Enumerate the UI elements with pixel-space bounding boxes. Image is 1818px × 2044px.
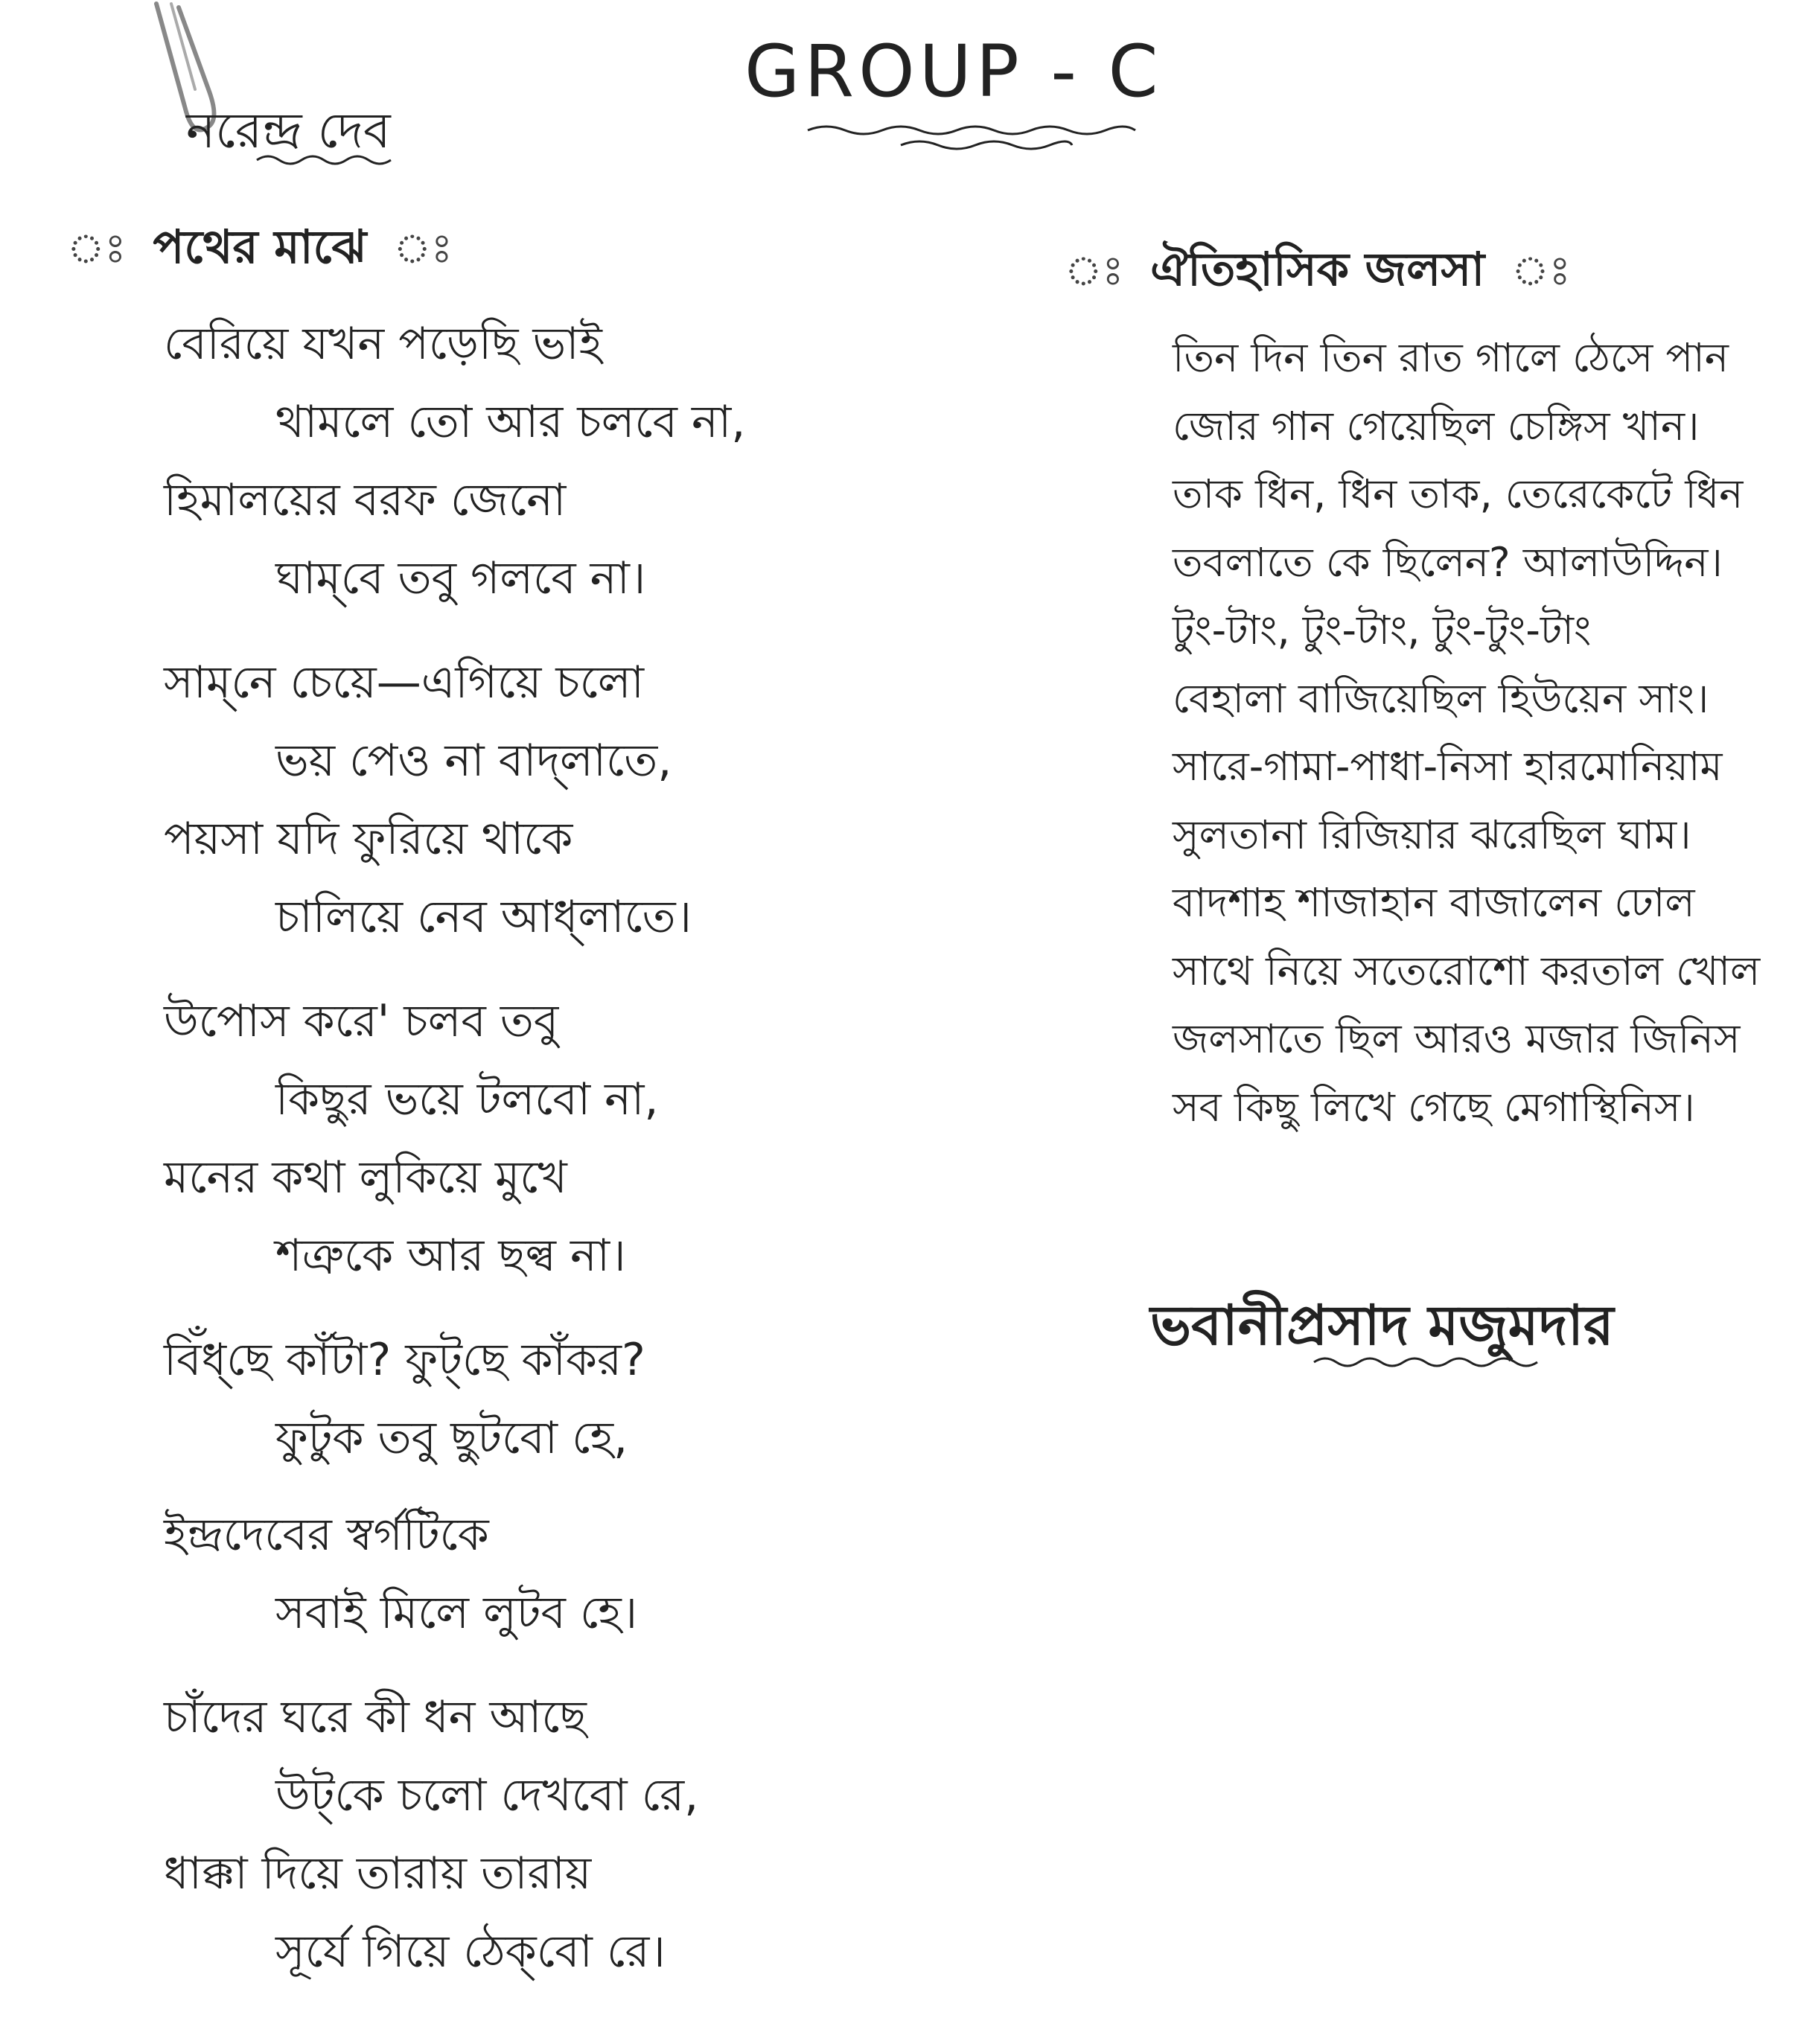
poem-line: উট্‌কে চলো দেখবো রে, bbox=[275, 1769, 699, 1821]
right-poem-body bbox=[1173, 324, 1760, 1141]
poem-line: সবাই মিলে লুটব হে। bbox=[275, 1587, 638, 1639]
poem-line: সুলতানা রিজিয়ার ঝরেছিল ঘাম। bbox=[1173, 811, 1691, 858]
poem-line: হিমালয়ের বরফ জেনো bbox=[164, 474, 567, 526]
ornament-icon: ঃ bbox=[1065, 246, 1124, 294]
poem-line: ফুটুক তবু ছুটবো হে, bbox=[275, 1412, 628, 1464]
poem-line: তাক ধিন, ধিন তাক, তেরেকেটে ধিন bbox=[1173, 470, 1744, 517]
author-underline bbox=[1310, 1351, 1541, 1373]
left-poem-title: পথের মাঝে bbox=[153, 220, 367, 274]
group-heading: GROUP - C bbox=[744, 30, 1163, 113]
poem-line: ভয় পেও না বাদ্‌লাতে, bbox=[275, 735, 672, 787]
poem-line: ইন্দ্রদেবের স্বর্গটিকে bbox=[164, 1509, 489, 1561]
stanza bbox=[164, 305, 745, 618]
left-poem-author: নরেন্দ্র দেব bbox=[186, 102, 391, 159]
poem-line: ঘাম্‌বে তবু গলবে না। bbox=[275, 552, 646, 604]
poem-line: উপোস করে' চলব তবু bbox=[164, 995, 559, 1047]
stanza bbox=[164, 1496, 637, 1652]
poem-line: মনের কথা লুকিয়ে মুখে bbox=[164, 1152, 567, 1204]
poem-line: সারে-গামা-পাধা-নিসা হারমোনিয়াম bbox=[1173, 743, 1723, 790]
right-poem-title: ঐতিহাসিক জলসা bbox=[1150, 242, 1485, 296]
poem-line: জোর গান গেয়েছিল চেঙ্গিস খান। bbox=[1173, 402, 1700, 450]
poem-line: কিছুর ভয়ে টলবো না, bbox=[275, 1073, 659, 1125]
stanza bbox=[164, 1321, 645, 1478]
heading-underline bbox=[804, 115, 1139, 153]
poem-line: সব কিছু লিখে গেছে মেগাস্থিনিস। bbox=[1173, 1083, 1695, 1131]
poem-line: সূর্যে গিয়ে ঠেক্‌বো রে। bbox=[275, 1926, 666, 1978]
right-poem-author: ভবানীপ্রসাদ মজুমদার bbox=[1150, 1294, 1614, 1358]
poem-line: সাথে নিয়ে সতেরোশো করতাল খোল bbox=[1173, 947, 1761, 994]
ornament-icon: ঃ bbox=[393, 224, 453, 272]
poem-line: বেহালা বাজিয়েছিল হিউয়েন সাং। bbox=[1173, 674, 1709, 722]
poem-line: তিন দিন তিন রাত গালে ঠেসে পান bbox=[1173, 334, 1729, 381]
author-underline bbox=[253, 149, 402, 171]
poem-line: পয়সা যদি ফুরিয়ে থাকে bbox=[164, 813, 573, 865]
ornament-icon: ঃ bbox=[67, 224, 127, 272]
right-poem-title-row bbox=[1065, 234, 1571, 311]
poem-line: বাদশাহ শাজাহান বাজালেন ঢোল bbox=[1173, 879, 1695, 926]
poem-line: সাম্‌নে চেয়ে—এগিয়ে চলো bbox=[164, 657, 645, 709]
stanza bbox=[164, 644, 692, 956]
stanza bbox=[164, 983, 658, 1295]
poem-line: জলসাতে ছিল আরও মজার জিনিস bbox=[1173, 1015, 1741, 1062]
poem-line: বেরিয়ে যখন পড়েছি ভাই bbox=[164, 318, 602, 370]
poem-line: ধাক্কা দিয়ে তারায় তারায় bbox=[164, 1847, 592, 1900]
poem-line: থামলে তো আর চলবে না, bbox=[275, 396, 746, 448]
stanza bbox=[164, 1679, 698, 1991]
ornament-icon: ঃ bbox=[1511, 246, 1571, 294]
poem-line: চালিয়ে নেব আধ্‌লাতে। bbox=[275, 891, 692, 943]
poem-line: শত্রুকে আর ছল্ব না। bbox=[275, 1230, 626, 1282]
poem-line: টুং-টাং, টুং-টাং, টুং-টুং-টাং bbox=[1173, 607, 1592, 654]
poem-line: চাঁদের ঘরে কী ধন আছে bbox=[164, 1691, 587, 1743]
poem-line: বিঁধ্‌ছে কাঁটা? ফুট্‌ছে কাঁকর? bbox=[164, 1334, 645, 1386]
left-poem-title-row bbox=[67, 212, 453, 289]
poem-line: তবলাতে কে ছিলেন? আলাউদ্দিন। bbox=[1173, 538, 1723, 586]
